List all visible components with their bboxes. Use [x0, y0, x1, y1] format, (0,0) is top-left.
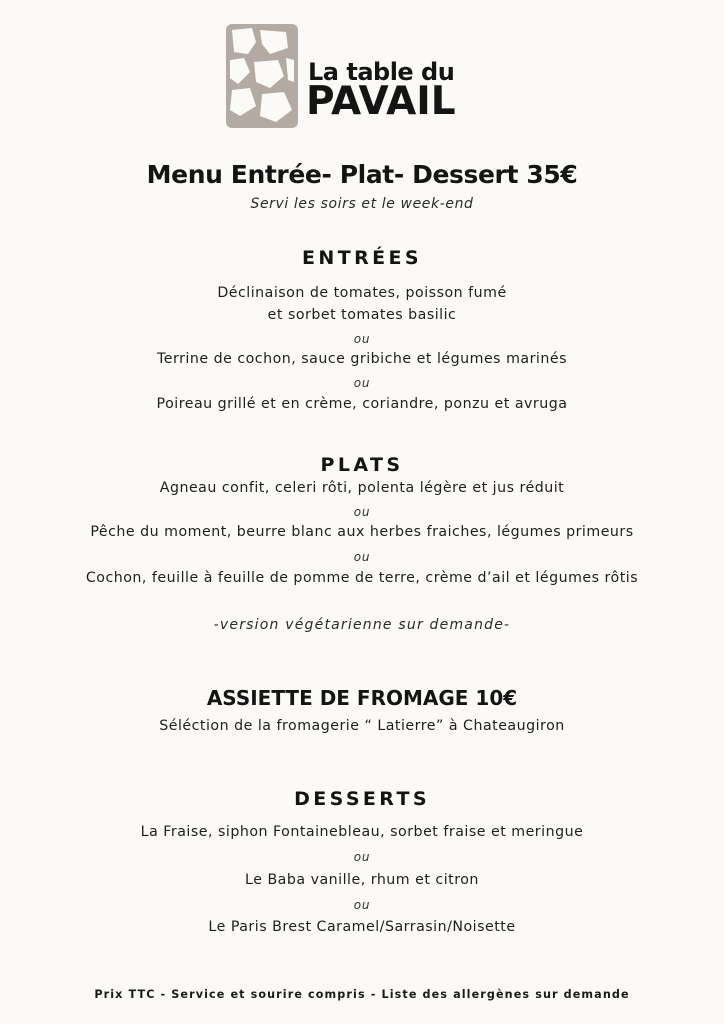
menu-title: Menu Entrée- Plat- Dessert 35€: [146, 160, 578, 189]
dessert-or-2: ou: [353, 898, 371, 912]
dessert-item-1: La Fraise, siphon Fontainebleau, sorbet fraise et meringue: [140, 824, 584, 840]
plats-heading: PLATS: [320, 454, 404, 476]
plat-or-2: ou: [353, 550, 371, 564]
logo-stone-icon: [226, 24, 298, 128]
menu-subtitle: Servi les soirs et le week-end: [250, 196, 474, 212]
dessert-or-1: ou: [353, 850, 371, 864]
plat-or-1: ou: [353, 505, 371, 519]
entree-item-1-line-2: et sorbet tomates basilic: [267, 307, 457, 323]
entree-or-1: ou: [353, 332, 371, 346]
vegetarian-note: -version végétarienne sur demande-: [213, 617, 511, 633]
footer-note: Prix TTC - Service et sourire compris - Liste des allergènes sur demande: [94, 988, 630, 1001]
desserts-heading: DESSERTS: [294, 788, 430, 810]
entree-item-1-line-1: Déclinaison de tomates, poisson fumé: [217, 285, 507, 301]
plat-item-2: Pêche du moment, beurre blanc aux herbes fraiches, légumes primeurs: [90, 524, 634, 540]
restaurant-logo: [226, 24, 496, 132]
plat-item-3: Cochon, feuille à feuille de pomme de terre, crème d’ail et légumes rôtis: [85, 570, 639, 586]
brand-name-line2: PAVAIL: [306, 79, 456, 124]
entree-item-2: Terrine de cochon, sauce gribiche et légumes marinés: [157, 351, 567, 367]
cheese-description: Séléction de la fromagerie “ Latierre” à Chateaugiron: [159, 718, 565, 734]
brand-name-line1: La table du: [308, 58, 455, 86]
entree-item-3: Poireau grillé et en crème, coriandre, ponzu et avruga: [156, 396, 568, 412]
dessert-item-2: Le Baba vanille, rhum et citron: [245, 872, 479, 888]
entrees-heading: ENTRÉES: [302, 247, 422, 269]
cheese-heading: ASSIETTE DE FROMAGE 10€: [206, 686, 518, 710]
dessert-item-3: Le Paris Brest Caramel/Sarrasin/Noisette: [208, 919, 516, 935]
entree-or-2: ou: [353, 376, 371, 390]
plat-item-1: Agneau confit, celeri rôti, polenta légère et jus réduit: [159, 480, 565, 496]
